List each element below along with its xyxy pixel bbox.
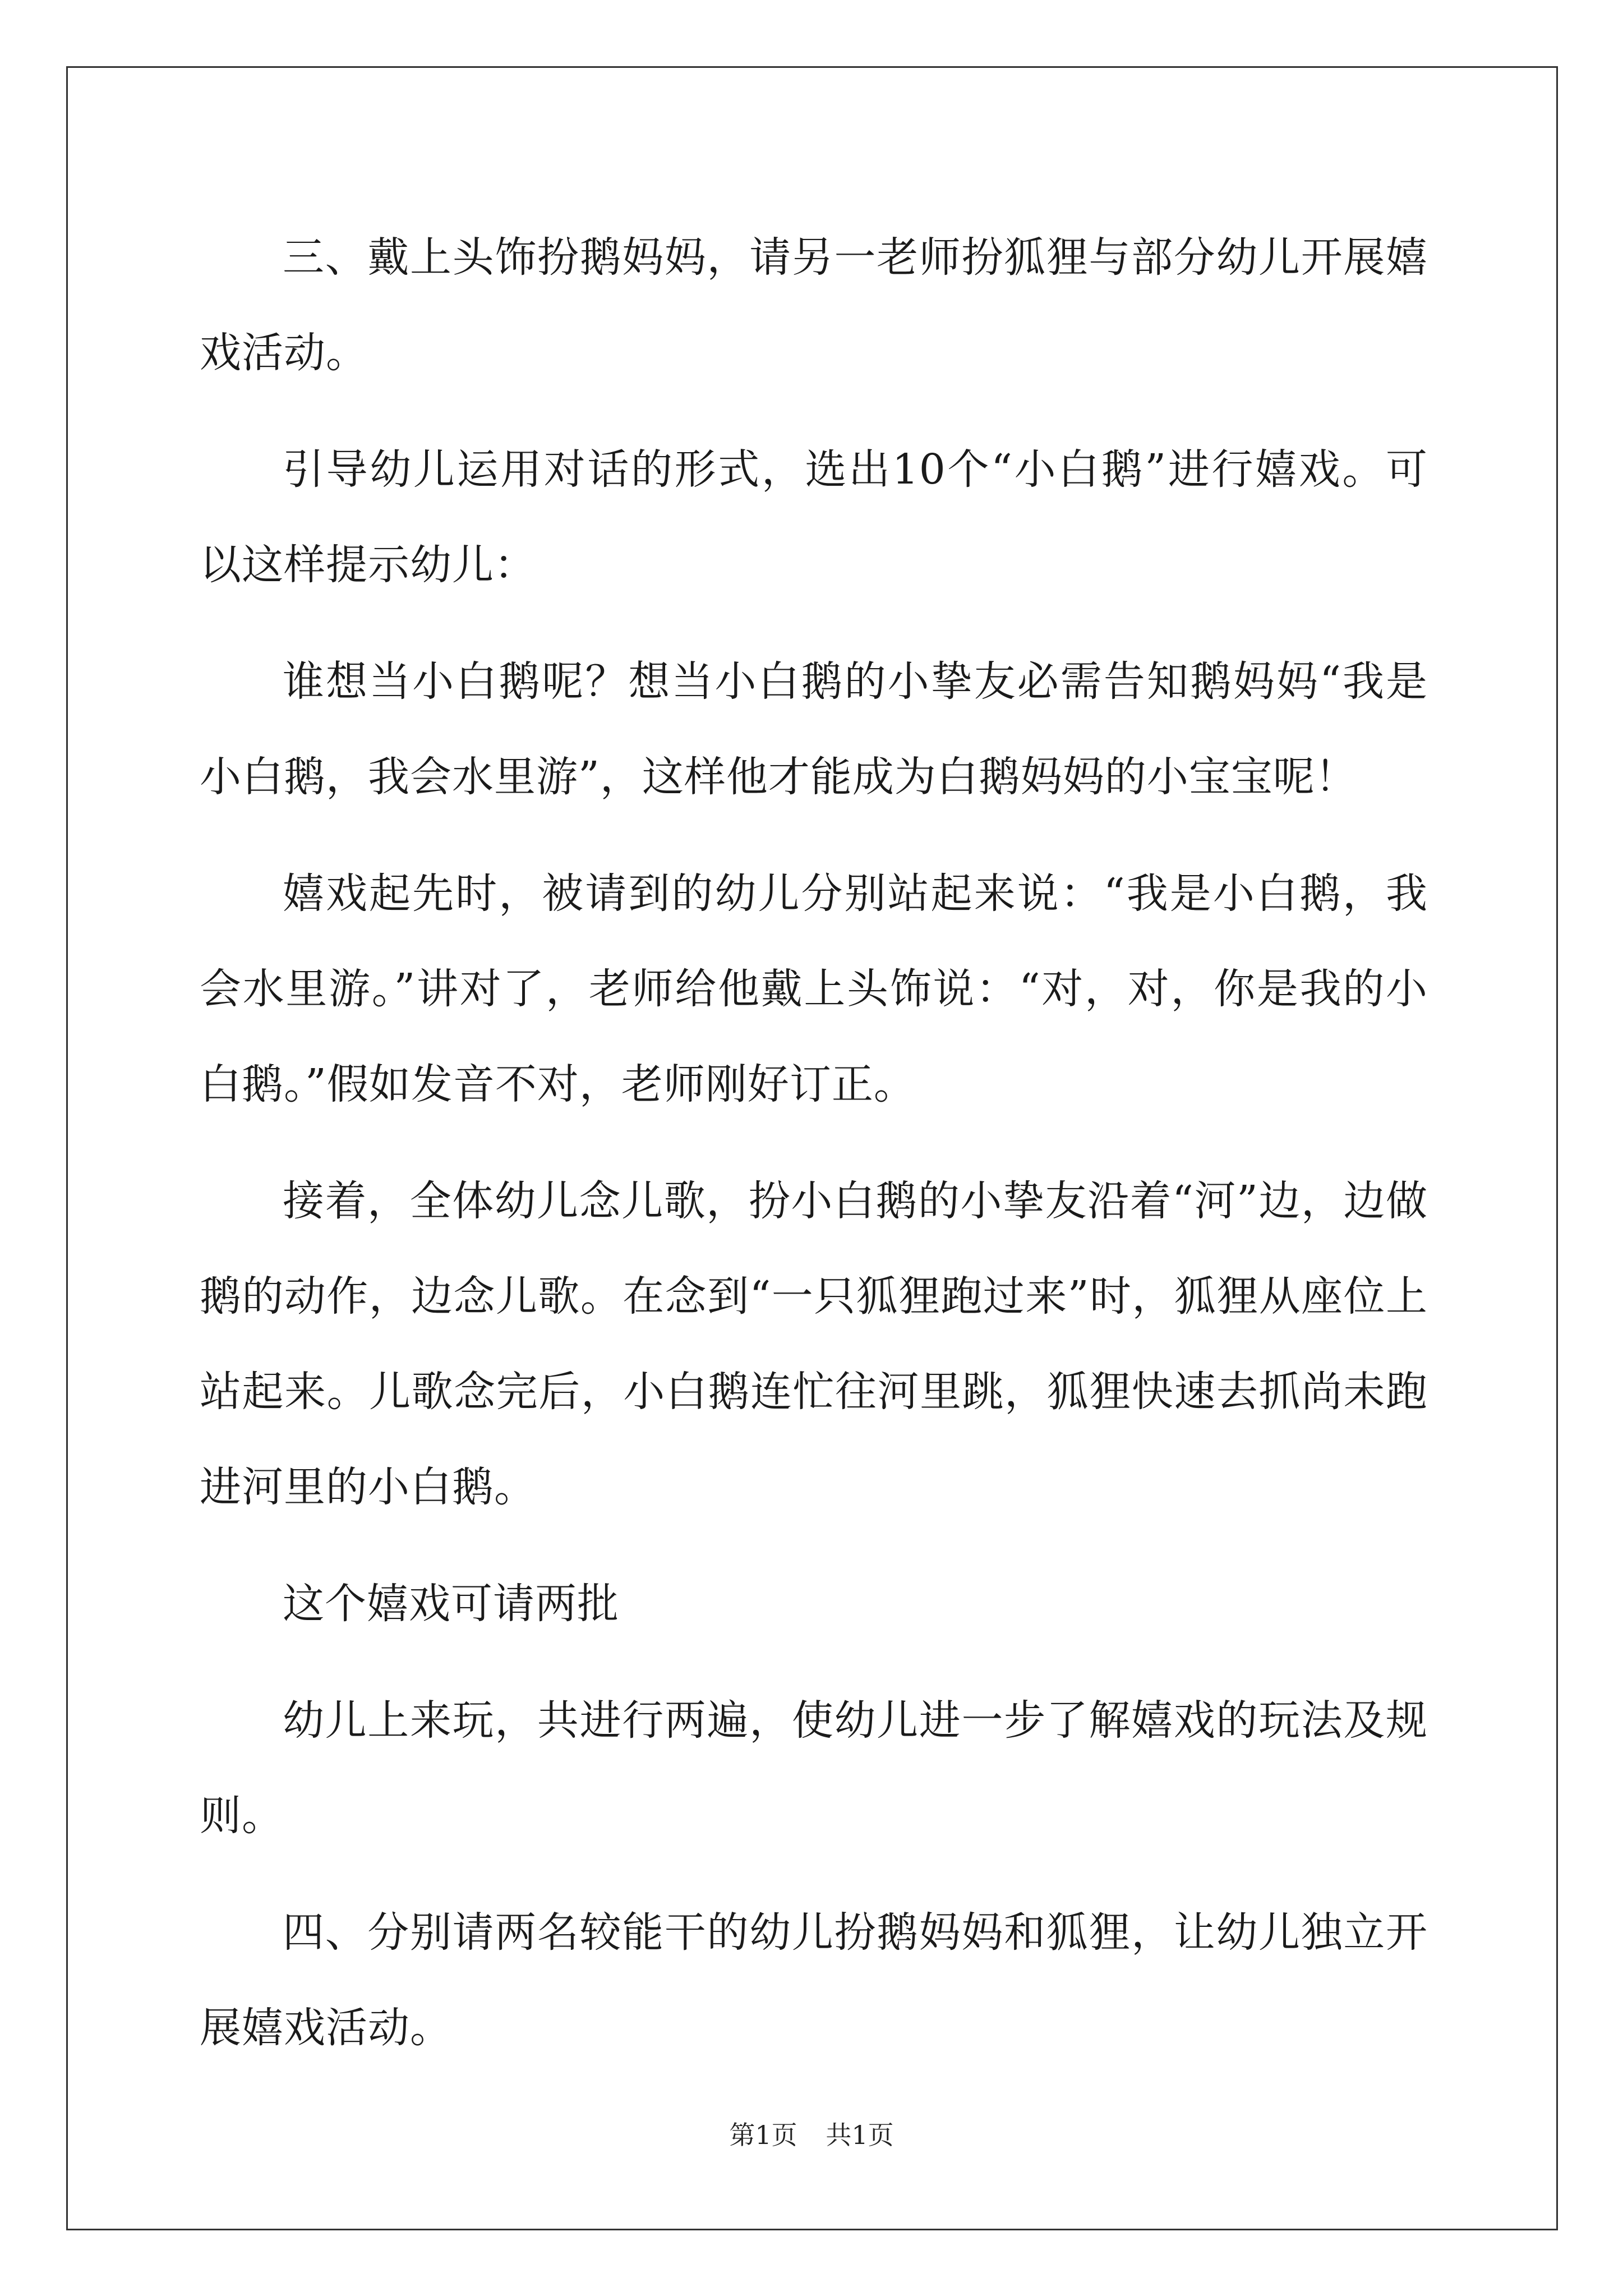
paragraph-step-three: 三、戴上头饰扮鹅妈妈，请另一老师扮狐狸与部分幼儿开展嬉戏活动。: [200, 233, 1428, 377]
paragraph-play-twice: 幼儿上来玩，共进行两遍，使幼儿进一步了解嬉戏的玩法及规则。: [200, 1696, 1428, 1840]
paragraph-guide-dialogue: 引导幼儿运用对话的形式，选出10个“小白鹅”进行嬉戏。可以这样提示幼儿：: [200, 445, 1428, 589]
page-total: 共1页: [826, 2120, 894, 2150]
paragraph-prompt-question: 谁想当小白鹅呢？想当小白鹅的小挚友必需告知鹅妈妈“我是小白鹅，我会水里游”，这样他才能成为白鹅妈妈的小宝宝呢！: [200, 657, 1428, 801]
paragraph-rhyme-action: 接着，全体幼儿念儿歌，扮小白鹅的小挚友沿着“河”边，边做鹅的动作，边念儿歌。在念到“一只狐狸跑过来”时，狐狸从座位上站起来。儿歌念完后，小白鹅连忙往河里跳，狐狸快速去抓尚未跑进河里的小白鹅。: [200, 1177, 1428, 1511]
paragraph-game-start: 嬉戏起先时，被请到的幼儿分别站起来说：“我是小白鹅，我会水里游。”讲对了，老师给他戴上头饰说：“对，对，你是我的小白鹅。”假如发音不对，老师刚好订正。: [200, 869, 1428, 1108]
page-number: 第1页: [729, 2120, 797, 2150]
page-footer: [0, 2115, 1623, 2152]
document-body: [200, 210, 1428, 2097]
paragraph-two-groups: 这个嬉戏可请两批: [283, 1580, 619, 1628]
paragraph-step-four: 四、分别请两名较能干的幼儿扮鹅妈妈和狐狸，让幼儿独立开展嬉戏活动。: [200, 1908, 1428, 2052]
